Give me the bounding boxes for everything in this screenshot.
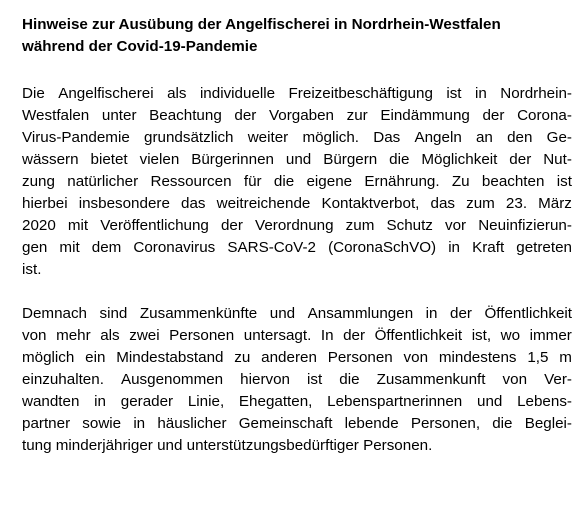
text-line: gen mit dem Coronavirus SARS-CoV-2 (CoronaSchVO) in Kraft getreten [22, 239, 572, 256]
text-line: 2020 mit Veröffentlichung der Verordnung zum Schutz vor Neuinfizierun- [22, 217, 572, 234]
title-line: während der Covid-19-Pandemie [22, 38, 258, 55]
document-title [22, 14, 572, 58]
text-line: tung minderjähriger und unterstützungsbedürftiger Personen. [22, 437, 433, 454]
document-page [22, 14, 572, 457]
text-line: Demnach sind Zusammenkünfte und Ansammlungen in der Öffentlichkeit [22, 305, 572, 322]
text-line: partner sowie in häuslicher Gemeinschaft lebende Personen, die Beglei- [22, 415, 572, 432]
text-line: wässern bietet vielen Bürgerinnen und Bürgern die Möglichkeit der Nut- [22, 151, 572, 168]
text-line: zung natürlicher Ressourcen für die eigene Ernährung. Zu beachten ist [22, 173, 572, 190]
text-line: hierbei insbesondere das weitreichende Kontaktverbot, das zum 23. März [22, 195, 572, 212]
title-line: Hinweise zur Ausübung der Angelfischerei in Nordrhein-Westfalen [22, 16, 501, 33]
text-line: einzuhalten. Ausgenommen hiervon ist die Zusammenkunft von Ver- [22, 371, 572, 388]
text-line: wandten in gerader Linie, Ehegatten, Lebenspartnerinnen und Lebens- [22, 393, 572, 410]
text-line: ist. [22, 261, 42, 278]
text-line: möglich ein Mindestabstand zu anderen Personen von mindestens 1,5 m [22, 349, 572, 366]
text-line: von mehr als zwei Personen untersagt. In der Öffentlichkeit ist, wo immer [22, 327, 572, 344]
text-line: Westfalen unter Beachtung der Vorgaben zur Eindämmung der Corona- [22, 107, 572, 124]
text-line: Virus-Pandemie grundsätzlich weiter möglich. Das Angeln an den Ge- [22, 129, 572, 146]
text-line: Die Angelfischerei als individuelle Freizeitbeschäftigung ist in Nordrhein- [22, 85, 572, 102]
paragraph-angelfischerei [22, 83, 572, 281]
paragraph-kontaktverbot [22, 303, 572, 457]
